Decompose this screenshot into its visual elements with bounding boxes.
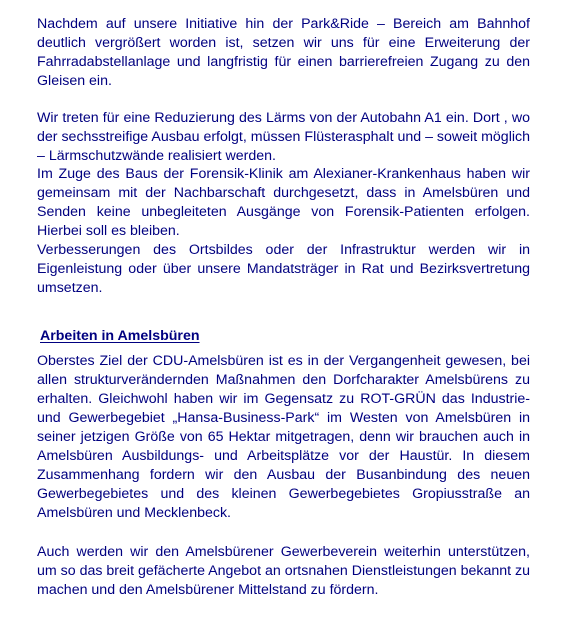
paragraph-infrastructure: Verbesserungen des Ortsbildes oder der Infrastruktur werden wir in Eigenleistung oder über unsere Mandatsträger in Rat und Bezirksvertretung umsetzen. (37, 242, 530, 296)
paragraph-noise-reduction: Wir treten für eine Reduzierung des Lärms von der Autobahn A1 ein. Dort , wo der sechsstreifige Ausbau erfolgt, müssen Flüsterasphalt und – soweit möglich – Lärmschutzwände realisiert werden. (37, 110, 530, 164)
paragraph-gewerbeverein: Auch werden wir den Amelsbürener Gewerbeverein weiterhin unterstützen, um so das breit gefächerte Angebot an ortsnahen Dienstleistungen bekannt zu machen und den Amelsbürener Mittelstand zu fördern. (37, 544, 530, 598)
paragraph-business-park: Oberstes Ziel der CDU-Amelsbüren ist es in der Vergangenheit gewesen, bei allen strukturverändernden Maßnahmen den Dorfcharakter Amelsbürens zu erhalten. Gleichwohl haben wir im Gegensatz zu ROT-GRÜN das Industrie- und Gewerbegebiet „Hansa-Business-Park“ im Westen von Amelsbüren in seiner jetzigen Größe von 65 Hektar mitgetragen, denn wir brauchen auch in Amelsbüren Ausbildungs- und Arbeitsplätze vor der Haustür. In diesem Zusammenhang fordern wir den Ausbau der Busanbindung des neuen Gewerbegebietes und des kleinen Gewerbegebietes Gropiusstraße an Amelsbüren und Mecklenbeck. (37, 353, 530, 521)
section-heading: Arbeiten in Amelsbüren (40, 328, 200, 344)
paragraph-forensik-klinik: Im Zuge des Baus der Forensik-Klinik am Alexianer-Krankenhaus haben wir gemeinsam mit der Nachbarschaft durchgesetzt, dass in Amelsbüren und Senden keine unbegleiteten Ausgänge von Forensik-Patienten erfolgen. Hierbei soll es bleiben. (37, 166, 530, 239)
paragraph-park-and-ride: Nachdem auf unsere Initiative hin der Park&Ride – Bereich am Bahnhof deutlich vergrößert worden ist, setzen wir uns für eine Erweiterung der Fahrradabstellanlage und langfristig für einen barrierefreien Zugang zu den Gleisen ein. (37, 16, 530, 89)
